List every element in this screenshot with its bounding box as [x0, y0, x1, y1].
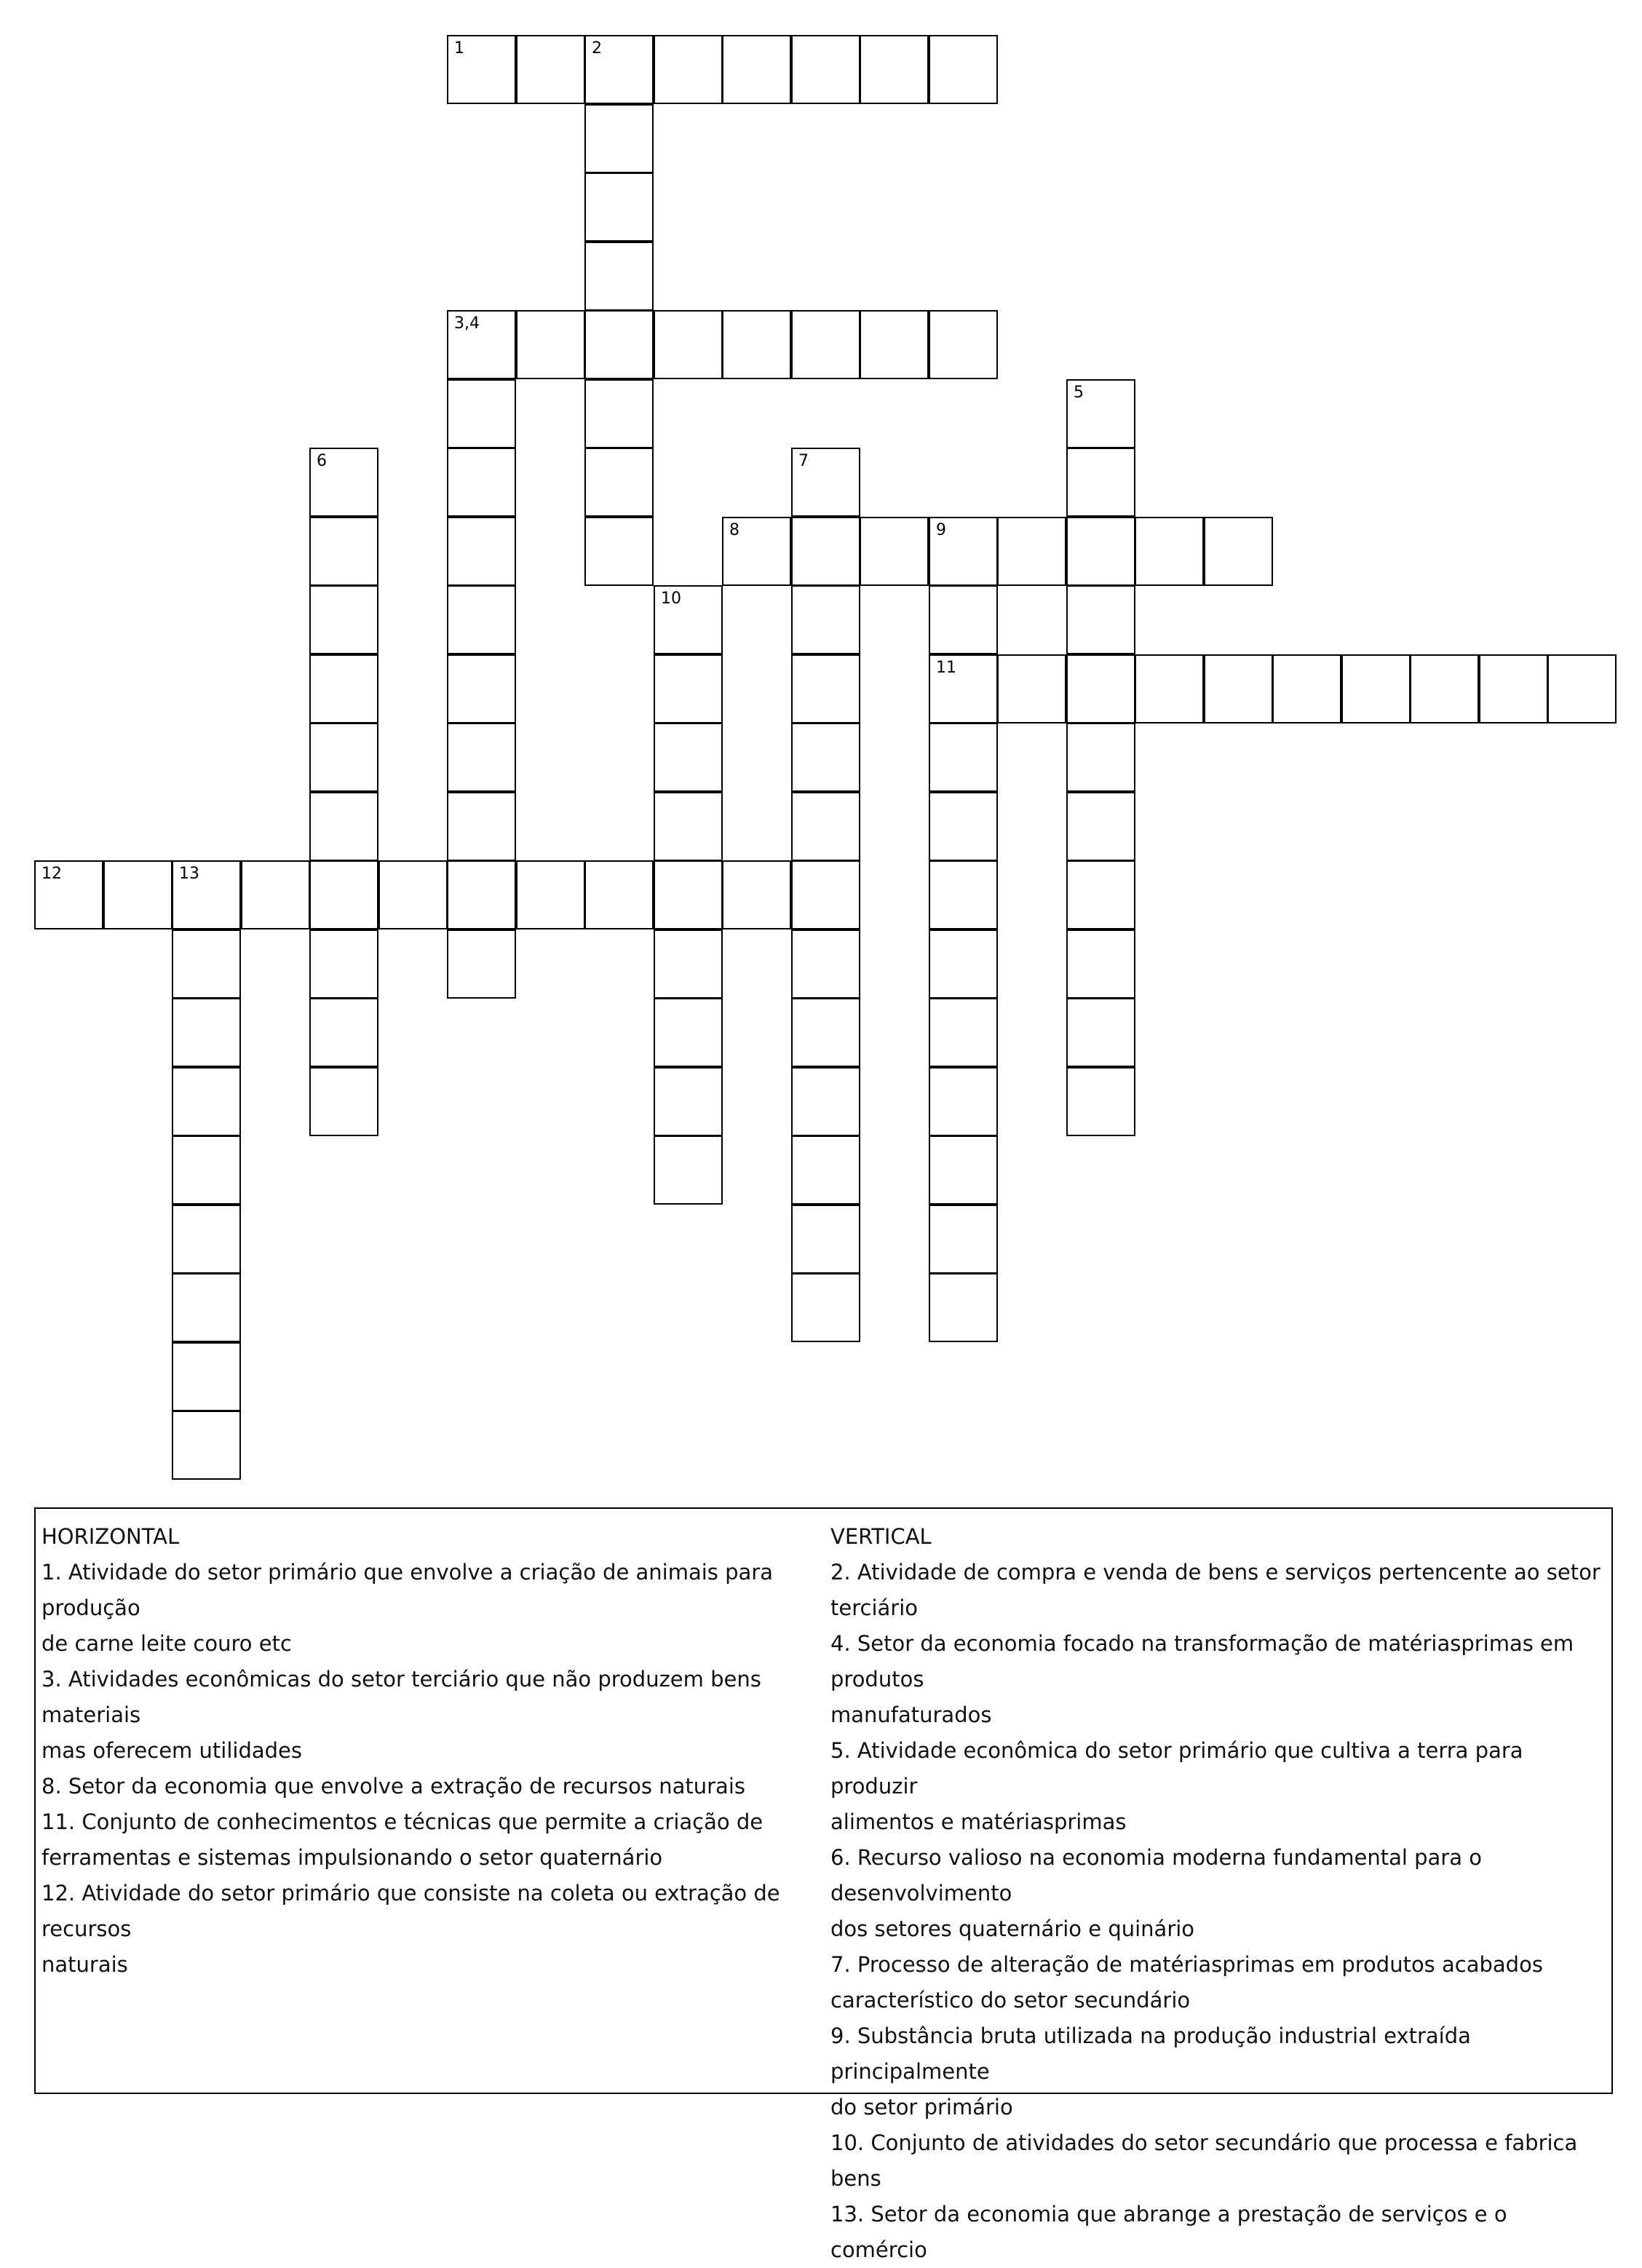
crossword-cell[interactable]: [1547, 654, 1617, 723]
clue-number: 9: [936, 521, 946, 539]
crossword-cell[interactable]: [791, 585, 860, 654]
crossword-cell[interactable]: [791, 517, 860, 586]
crossword-cell[interactable]: [791, 1205, 860, 1274]
vertical-clue-line: dos setores quaternário e quinário: [830, 1916, 1195, 1941]
crossword-cell[interactable]: [929, 1205, 998, 1274]
clue-number: 6: [317, 452, 327, 470]
crossword-cell[interactable]: [447, 585, 516, 654]
horizontal-clue-line: ferramentas e sistemas impulsionando o setor quaternário: [41, 1845, 663, 1870]
horizontal-clue-line: 8. Setor da economia que envolve a extração de recursos naturais: [41, 1774, 745, 1799]
crossword-cell[interactable]: [172, 1135, 241, 1205]
crossword-cell[interactable]: [172, 1067, 241, 1136]
clue-number: 10: [661, 590, 681, 608]
crossword-cell[interactable]: [791, 929, 860, 999]
crossword-cell[interactable]: [929, 998, 998, 1067]
crossword-cell[interactable]: [1341, 654, 1411, 723]
crossword-cell[interactable]: [791, 35, 860, 104]
crossword-cell[interactable]: [584, 35, 654, 104]
crossword-cell[interactable]: [929, 35, 998, 104]
crossword-cell[interactable]: [791, 448, 860, 517]
crossword-cell[interactable]: [584, 104, 654, 173]
horizontal-clue-line: 3. Atividades econômicas do setor terciário que não produzem bens materiais: [41, 1667, 761, 1727]
crossword-cell[interactable]: [1066, 517, 1135, 586]
crossword-cell[interactable]: [722, 35, 791, 104]
crossword-cell[interactable]: [654, 35, 723, 104]
crossword-cell[interactable]: [791, 1273, 860, 1342]
crossword-cell[interactable]: [584, 860, 654, 929]
crossword-cell[interactable]: [929, 585, 998, 654]
crossword-cell[interactable]: [791, 310, 860, 379]
clue-number: 13: [179, 865, 199, 883]
crossword-cell[interactable]: [929, 654, 998, 723]
crossword-cell[interactable]: [309, 585, 378, 654]
crossword-cell[interactable]: [929, 517, 998, 586]
crossword-cell[interactable]: [929, 1273, 998, 1342]
crossword-cell[interactable]: [309, 654, 378, 723]
crossword-cell[interactable]: [172, 1342, 241, 1411]
crossword-cell[interactable]: [172, 929, 241, 999]
vertical-clue-line: característico do setor secundário: [830, 1988, 1191, 2013]
crossword-cell[interactable]: [654, 1135, 723, 1205]
crossword-cell[interactable]: [654, 860, 723, 929]
crossword-cell[interactable]: [929, 929, 998, 999]
crossword-cell[interactable]: [1066, 860, 1135, 929]
horizontal-clue-line: naturais: [41, 1952, 128, 1977]
crossword-cell[interactable]: [1066, 654, 1135, 723]
clue-number: 8: [729, 521, 739, 539]
crossword-cell[interactable]: [447, 654, 516, 723]
crossword-cell[interactable]: [1066, 998, 1135, 1067]
crossword-cell[interactable]: [309, 929, 378, 999]
crossword-cell[interactable]: [1066, 448, 1135, 517]
vertical-clue-line: manufaturados: [830, 1702, 992, 1727]
vertical-clue-line: 7. Processo de alteração de matériasprimas em produtos acabados: [830, 1952, 1543, 1977]
crossword-cell[interactable]: [929, 792, 998, 861]
crossword-cell[interactable]: [654, 792, 723, 861]
crossword-cell[interactable]: [1066, 379, 1135, 448]
crossword-cell[interactable]: [1272, 654, 1341, 723]
crossword-cell[interactable]: [447, 929, 516, 999]
vertical-clue-line: 9. Substância bruta utilizada na produção industrial extraída principalmente: [830, 2023, 1471, 2084]
crossword-cell[interactable]: [722, 517, 791, 586]
crossword-cell[interactable]: [997, 517, 1066, 586]
clue-number: 1: [454, 39, 464, 58]
vertical-clue-line: alimentos e matériasprimas: [830, 1809, 1127, 1834]
horizontal-clues: [41, 1519, 828, 1983]
clue-number: 3,4: [454, 314, 480, 333]
crossword-cell[interactable]: [584, 448, 654, 517]
crossword-cell[interactable]: [309, 860, 378, 929]
vertical-clue-line: 5. Atividade econômica do setor primário que cultiva a terra para produzir: [830, 1738, 1523, 1799]
crossword-cell[interactable]: [654, 929, 723, 999]
crossword-cell[interactable]: [447, 723, 516, 792]
crossword-cell[interactable]: [1204, 654, 1273, 723]
crossword-cell[interactable]: [1066, 1067, 1135, 1136]
vertical-clue-line: 4. Setor da economia focado na transformação de matériasprimas em produtos: [830, 1631, 1574, 1692]
crossword-cell[interactable]: [791, 860, 860, 929]
vertical-clue-line: 2. Atividade de compra e venda de bens e serviços pertencente ao setor: [830, 1560, 1601, 1585]
crossword-cell[interactable]: [654, 723, 723, 792]
crossword-cell[interactable]: [1066, 929, 1135, 999]
crossword-cell[interactable]: [654, 310, 723, 379]
horizontal-clue-line: 1. Atividade do setor primário que envolve a criação de animais para produção: [41, 1560, 774, 1620]
crossword-cell[interactable]: [172, 998, 241, 1067]
crossword-cell[interactable]: [378, 860, 448, 929]
crossword-cell[interactable]: [1066, 723, 1135, 792]
vertical-clue-line: 13. Setor da economia que abrange a prestação de serviços e o comércio: [830, 2202, 1507, 2262]
crossword-cell[interactable]: [791, 1135, 860, 1205]
crossword-cell[interactable]: [309, 792, 378, 861]
crossword-cell[interactable]: [654, 654, 723, 723]
horizontal-clue-line: 12. Atividade do setor primário que consiste na coleta ou extração de recursos: [41, 1881, 780, 1941]
crossword-cell[interactable]: [447, 35, 516, 104]
crossword-cell[interactable]: [447, 860, 516, 929]
crossword-cell[interactable]: [172, 1273, 241, 1342]
crossword-cell[interactable]: [584, 242, 654, 311]
crossword-cell[interactable]: [309, 723, 378, 792]
crossword-cell[interactable]: [1066, 792, 1135, 861]
crossword-cell[interactable]: [997, 654, 1066, 723]
vertical-clue-list: [830, 1555, 1609, 2268]
crossword-cell[interactable]: [309, 517, 378, 586]
clue-number: 2: [592, 39, 602, 58]
crossword-cell[interactable]: [516, 35, 585, 104]
crossword-cell[interactable]: [654, 1067, 723, 1136]
crossword-cell[interactable]: [447, 379, 516, 448]
vertical-clue-line: 10. Conjunto de atividades do setor secundário que processa e fabrica bens: [830, 2130, 1578, 2191]
crossword-cell[interactable]: [929, 1135, 998, 1205]
horizontal-clue-line: mas oferecem utilidades: [41, 1738, 302, 1763]
horizontal-clue-line: 11. Conjunto de conhecimentos e técnicas que permite a criação de: [41, 1809, 764, 1834]
horizontal-clue-list: [41, 1555, 828, 1983]
crossword-cell[interactable]: [516, 860, 585, 929]
crossword-cell[interactable]: [447, 310, 516, 379]
vertical-clues: [830, 1519, 1609, 2268]
vertical-clue-line: 6. Recurso valioso na economia moderna fundamental para o desenvolvimento: [830, 1845, 1482, 1906]
crossword-cell[interactable]: [309, 1067, 378, 1136]
crossword-cell[interactable]: [34, 860, 103, 929]
crossword-cell[interactable]: [1066, 585, 1135, 654]
crossword-cell[interactable]: [929, 860, 998, 929]
crossword-cell[interactable]: [860, 517, 929, 586]
vertical-clue-line: terciário: [830, 1595, 918, 1620]
horizontal-heading: HORIZONTAL: [41, 1524, 180, 1549]
crossword-cell[interactable]: [860, 310, 929, 379]
crossword-cell[interactable]: [791, 998, 860, 1067]
vertical-heading: VERTICAL: [830, 1524, 932, 1549]
crossword-cell[interactable]: [172, 1205, 241, 1274]
vertical-clue-line: do setor primário: [830, 2095, 1013, 2120]
clue-number: 7: [798, 452, 809, 470]
crossword-cell[interactable]: [791, 1067, 860, 1136]
crossword-cell[interactable]: [1479, 654, 1548, 723]
crossword-cell[interactable]: [241, 860, 310, 929]
crossword-cell[interactable]: [584, 517, 654, 586]
crossword-cell[interactable]: [860, 35, 929, 104]
crossword-cell[interactable]: [447, 792, 516, 861]
crossword-cell[interactable]: [584, 310, 654, 379]
crossword-cell[interactable]: [584, 379, 654, 448]
crossword-cell[interactable]: [722, 310, 791, 379]
horizontal-clue-line: de carne leite couro etc: [41, 1631, 292, 1656]
crossword-cell[interactable]: [1135, 654, 1204, 723]
crossword-cell[interactable]: [309, 448, 378, 517]
crossword-cell[interactable]: [1410, 654, 1479, 723]
crossword-cell[interactable]: [172, 1411, 241, 1480]
crossword-cell[interactable]: [1135, 517, 1204, 586]
crossword-cell[interactable]: [929, 310, 998, 379]
crossword-cell[interactable]: [654, 585, 723, 654]
crossword-cell[interactable]: [1204, 517, 1273, 586]
crossword-cell[interactable]: [791, 654, 860, 723]
crossword-cell[interactable]: [722, 860, 791, 929]
crossword-cell[interactable]: [447, 448, 516, 517]
clue-number: 5: [1074, 384, 1084, 402]
crossword-cell[interactable]: [929, 723, 998, 792]
clue-number: 12: [41, 865, 62, 883]
clues-box: [34, 1507, 1613, 2262]
crossword-cell[interactable]: [791, 792, 860, 861]
crossword-cell[interactable]: [516, 310, 585, 379]
crossword-cell[interactable]: [447, 517, 516, 586]
crossword-cell[interactable]: [172, 860, 241, 929]
clue-number: 11: [936, 659, 956, 677]
crossword-cell[interactable]: [654, 998, 723, 1067]
crossword-cell[interactable]: [791, 723, 860, 792]
crossword-cell[interactable]: [584, 173, 654, 242]
crossword-cell[interactable]: [929, 1067, 998, 1136]
crossword-cell[interactable]: [103, 860, 172, 929]
crossword-cell[interactable]: [309, 998, 378, 1067]
